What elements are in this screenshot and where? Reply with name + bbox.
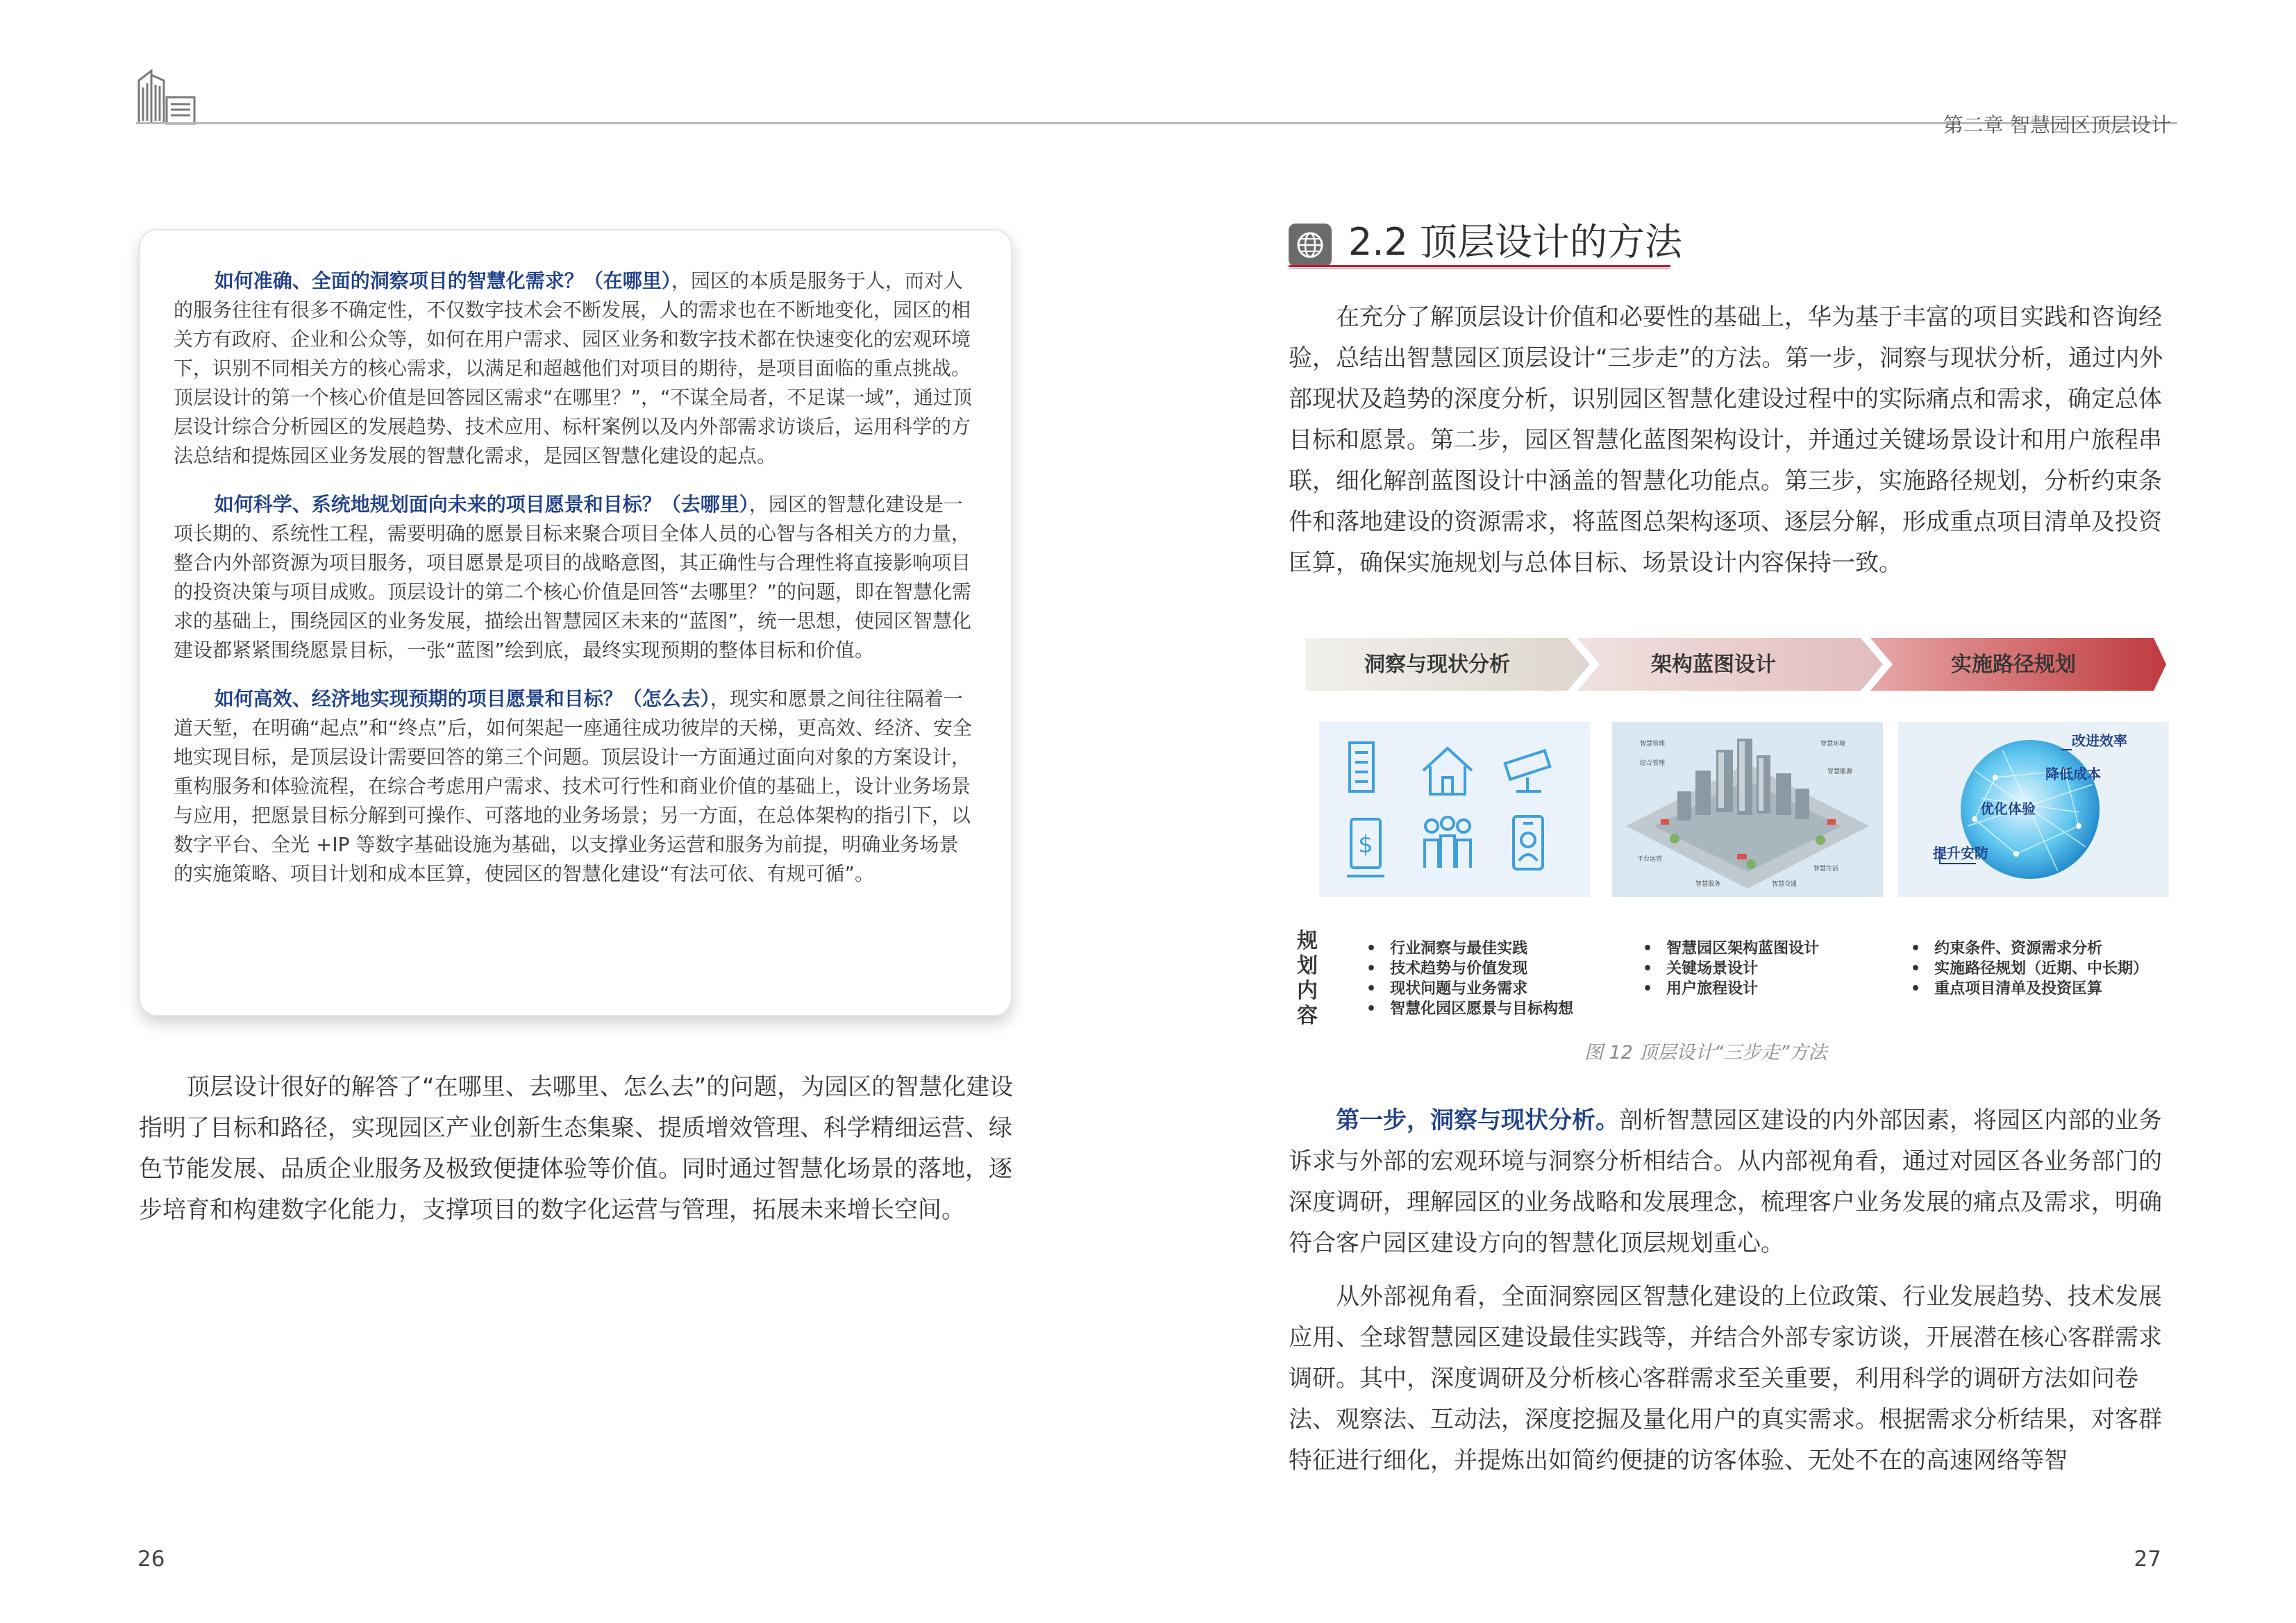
figure-caption: 图 12 顶层设计“三步走”方法: [1584, 1042, 1827, 1063]
svg-text:智慧管理: 智慧管理: [1640, 741, 1666, 748]
callout-body-1: ，园区的本质是服务于人，而对人的服务往往有很多不确定性，不仅数字技术会不断发展，人的需求也在不断地变化，园区的相关方有政府、企业和公众等，如何在用户需求、园区业务和数字技术都在快速变化的宏观环境下，识别不同相关方的核心需求，以满足和超越他们对项目的期待，是项目面临的重点挑战。顶层设计的第一个核心价值是回答园区需求“在哪里？”，“不谋全局者，不足谋一域”，通过顶层设计综合分析园区的发展趋势、技术应用、标杆案例以及内外部需求访谈后，运用科学的方法总结和提炼园区业务发展的智慧化需求，是园区智慧化建设的起点。: [174, 269, 973, 467]
svg-text:综合管理: 综合管理: [1640, 760, 1666, 767]
people-group-icon: [1425, 817, 1470, 868]
svg-text:智慧能源: 智慧能源: [1827, 768, 1853, 775]
section-title-underline: [1289, 265, 1670, 267]
left-body-text: [139, 1067, 1014, 1231]
building-logo-icon: [136, 67, 199, 125]
section-title: 2.2 顶层设计的方法: [1348, 220, 1683, 264]
step1-bullet: • 行业洞察与最佳实践: [1366, 939, 1573, 959]
sphere-label-3: 优化体验: [1980, 800, 2036, 817]
page-number-right: 27: [2134, 1547, 2161, 1572]
globe-section-icon: [1289, 224, 1332, 267]
sphere-label-4: 提升安防: [1933, 845, 1988, 861]
step-label-2: 架构蓝图设计: [1651, 653, 1776, 677]
blueprint-city-panel: [1612, 722, 1883, 897]
id-badge-icon: [1514, 816, 1543, 869]
step1-bullet: • 技术趋势与价值发现: [1366, 959, 1573, 979]
section-intro-text: [1289, 297, 2170, 584]
step1-bullet-list: [1366, 939, 1573, 1019]
chapter-title: 第二章 智慧园区顶层设计: [1943, 113, 2171, 137]
svg-text:$: $: [1358, 831, 1373, 859]
step3-bullet: • 重点项目清单及投资匡算: [1911, 979, 2148, 999]
callout-box: [139, 229, 1012, 1016]
svg-text:智慧生活: 智慧生活: [1813, 866, 1839, 873]
step-one-paragraph-2: 从外部视角看，全面洞察园区智慧化建设的上位政策、行业发展趋势、技术发展应用、全球智慧园区建设最佳实践等，并结合外部专家访谈，开展潜在核心客群需求调研。其中，深度调研及分析核心客群需求至关重要，利用科学的调研方法如问卷法、观察法、互动法，深度挖掘及量化用户的真实需求。根据需求分析结果，对客群特征进行细化，并提炼出如简约便捷的访客体验、无处不在的高速网络等智: [1289, 1283, 2162, 1474]
step-one-body: 剖析智慧园区建设的内外部因素，将园区内部的业务诉求与外部的宏观环境与洞察分析相结合。从内部视角看，通过对园区各业务部门的深度调研，理解园区的业务战略和发展理念，梳理客户业务发展的痛点及需求，明确符合客户园区建设方向的智慧化顶层规划重心。: [1289, 1107, 2162, 1257]
svg-text:平台运营: 平台运营: [1637, 856, 1663, 863]
cctv-camera-icon: [1505, 750, 1550, 791]
step-one-paragraph: [1289, 1100, 2170, 1264]
payment-tablet-icon: [1347, 819, 1384, 876]
step-one-text: [1289, 1100, 2170, 1494]
svg-text:智慧服务: 智慧服务: [1695, 881, 1721, 888]
value-sphere-panel: [1898, 722, 2169, 897]
callout-paragraph-3: [174, 684, 978, 889]
step2-bullet: • 用户旅程设计: [1643, 979, 1819, 999]
step-one-heading: 第一步，洞察与现状分析。: [1336, 1107, 1619, 1134]
callout-paragraph-2: [174, 490, 978, 665]
office-building-icon: [1350, 743, 1373, 791]
step-label-1: 洞察与现状分析: [1364, 653, 1510, 677]
svg-text:智慧交通: 智慧交通: [1772, 881, 1798, 888]
insight-icons-panel: [1319, 722, 1590, 897]
step2-bullet: • 关键场景设计: [1643, 959, 1819, 979]
home-icon: [1423, 748, 1472, 794]
sphere-label-1: 改进效率: [2072, 732, 2127, 749]
page-number-left: 26: [137, 1547, 165, 1572]
header-rule: [136, 122, 2177, 124]
step3-bullet-list: [1911, 939, 2148, 999]
step2-bullet-list: [1643, 939, 1819, 999]
step-label-3: 实施路径规划: [1951, 653, 2076, 677]
callout-question-2: 如何科学、系统地规划面向未来的项目愿景和目标？（去哪里）: [214, 493, 749, 516]
callout-paragraph-1: [174, 267, 978, 471]
callout-body-3: ，现实和愿景之间往往隔着一道天堑，在明确“起点”和“终点”后，如何架起一座通往成功彼岸的天梯，更高效、经济、安全地实现目标，是顶层设计需要回答的第三个问题。顶层设计一方面通过面向对象的方案设计，重构服务和体验流程，在综合考虑用户需求、技术可行性和商业价值的基础上，设计业务场景与应用，把愿景目标分解到可操作、可落地的业务场景；另一方面，在总体架构的指引下，以数字平台、全光 +IP 等数字基础设施为基础，以支撑业务运营和服务为前提，明确业务场景的实施策略、项目计划和成本匡算，使园区的智慧化建设“有法可依、有规可循”。: [174, 687, 973, 885]
section-intro-paragraph: 在充分了解顶层设计价值和必要性的基础上，华为基于丰富的项目实践和咨询经验，总结出智慧园区顶层设计“三步走”的方法。第一步，洞察与现状分析，通过内外部现状及趋势的深度分析，识别园区智慧化建设过程中的实际痛点和需求，确定总体目标和愿景。第二步，园区智慧化蓝图架构设计，并通过关键场景设计和用户旅程串联，细化解剖蓝图设计中涵盖的智慧化功能点。第三步，实施路径规划，分析约束条件和落地建设的资源需求，将蓝图总架构逐项、逐层分解，形成重点项目清单及投资匡算，确保实施规划与总体目标、场景设计内容保持一致。: [1289, 303, 2163, 577]
callout-question-3: 如何高效、经济地实现预期的项目愿景和目标？（怎么去）: [214, 687, 710, 710]
step3-bullet: • 约束条件、资源需求分析: [1911, 939, 2148, 959]
sphere-label-2: 降低成本: [2045, 766, 2101, 782]
step1-bullet: • 智慧化园区愿景与目标构想: [1366, 999, 1573, 1019]
step2-bullet: • 智慧园区架构蓝图设计: [1643, 939, 1819, 959]
plan-content-label: 规划内容: [1297, 929, 1318, 1028]
step1-bullet: • 现状问题与业务需求: [1366, 979, 1573, 999]
callout-question-1: 如何准确、全面的洞察项目的智慧化需求？（在哪里）: [214, 269, 671, 292]
step3-bullet: • 实施路径规划（近期、中长期）: [1911, 959, 2148, 979]
section-title-underline-shadow: [1289, 268, 1670, 269]
callout-body-2: ，园区的智慧化建设是一项长期的、系统性工程，需要明确的愿景目标来聚合项目全体人员的心智与各相关方的力量，整合内外部资源为项目服务，项目愿景是项目的战略意图，其正确性与合理性将直接影响项目的投资决策与项目成败。顶层设计的第二个核心价值是回答“去哪里？”的问题，即在智慧化需求的基础上，围绕园区的业务发展，描绘出智慧园区未来的“蓝图”，统一思想，使园区智慧化建设都紧紧围绕愿景目标，一张“蓝图”绘到底，最终实现预期的整体目标和价值。: [174, 493, 972, 662]
left-body-paragraph: 顶层设计很好的解答了“在哪里、去哪里、怎么去”的问题，为园区的智慧化建设指明了目标和路径，实现园区产业创新生态集聚、提质增效管理、科学精细运营、绿色节能发展、品质企业服务及极致便捷体验等价值。同时通过智慧化场景的落地，逐步培育和构建数字化能力，支撑项目的数字化运营与管理，拓展未来增长空间。: [139, 1073, 1014, 1224]
svg-text:智慧环境: 智慧环境: [1820, 741, 1846, 748]
